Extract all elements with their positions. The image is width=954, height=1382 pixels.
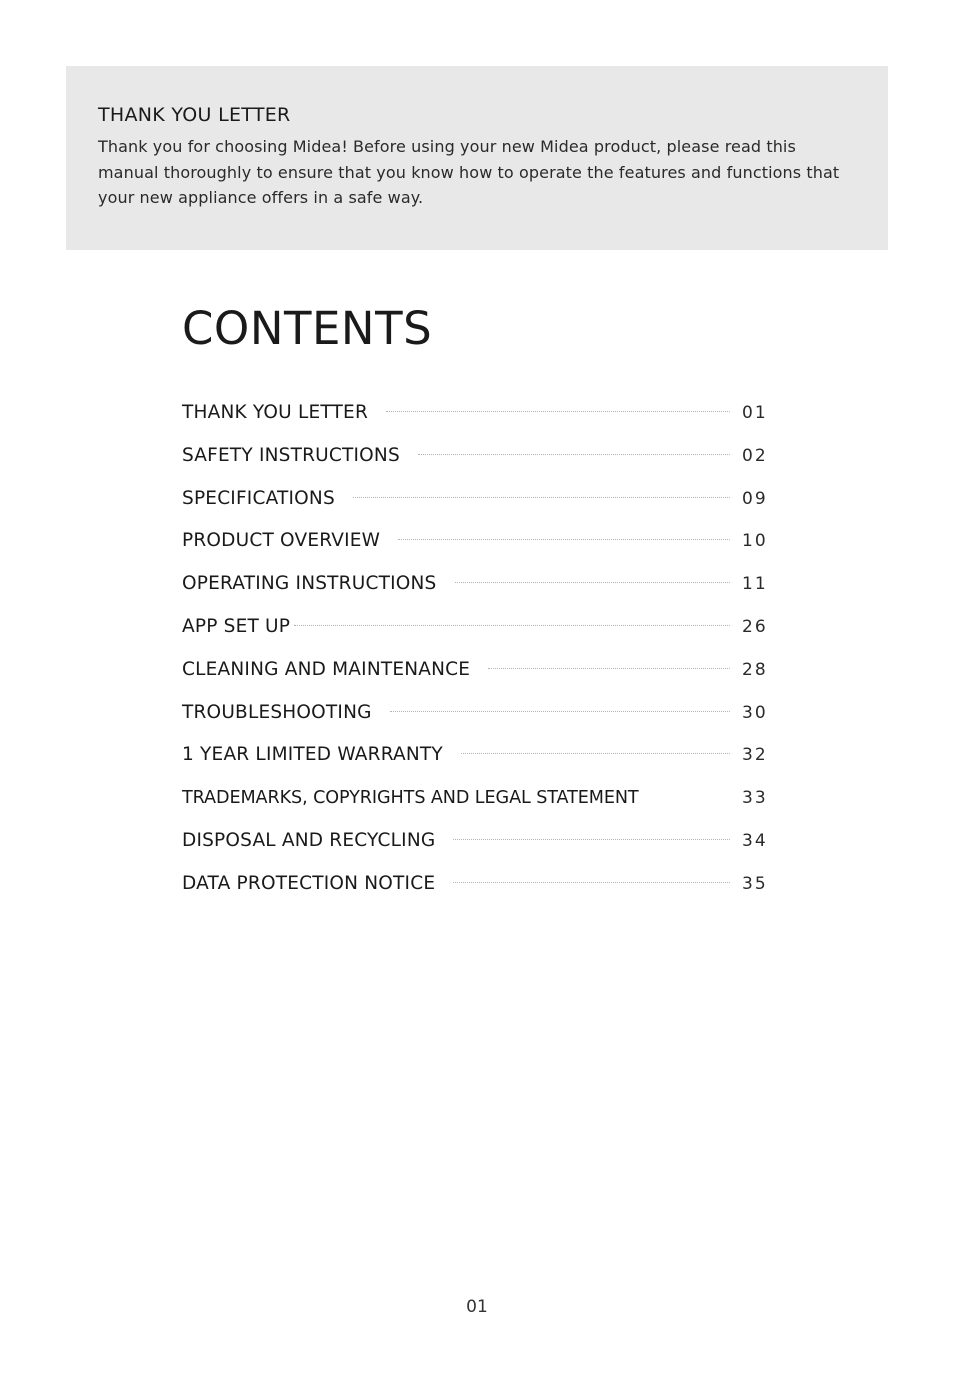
toc-entry-page: 28	[742, 659, 768, 680]
toc-entry-page: 01	[742, 403, 768, 423]
toc-entry-page: 33	[742, 788, 768, 809]
toc-entry-cleaning-and-maintenance[interactable]	[182, 655, 774, 698]
letter-title: THANK YOU LETTER	[98, 104, 291, 126]
toc-dot-leader	[390, 711, 730, 712]
thank-you-letter-box	[66, 66, 888, 250]
toc-dot-leader	[461, 753, 730, 754]
toc-entry-title: TROUBLESHOOTING	[182, 701, 372, 723]
toc-entry-title: DISPOSAL AND RECYCLING	[182, 829, 436, 851]
toc-entry-page: 11	[742, 574, 768, 595]
toc-dot-leader	[353, 497, 730, 498]
toc-entry-app-set-up[interactable]	[182, 612, 774, 655]
toc-dot-leader	[647, 796, 734, 797]
toc-entry-title: TRADEMARKS, COPYRIGHTS AND LEGAL STATEMENT	[182, 788, 639, 809]
toc-entry-specifications[interactable]	[182, 484, 774, 527]
toc-entry-page: 30	[742, 702, 768, 723]
toc-entry-page: 10	[742, 531, 768, 552]
toc-entry-troubleshooting[interactable]	[182, 698, 774, 741]
toc-dot-leader	[455, 582, 731, 583]
toc-entry-thank-you-letter[interactable]	[182, 398, 774, 441]
toc-entry-title: OPERATING INSTRUCTIONS	[182, 573, 437, 595]
toc-entry-title: SAFETY INSTRUCTIONS	[182, 444, 400, 466]
toc-entry-title: DATA PROTECTION NOTICE	[182, 872, 436, 894]
toc-entry-title: 1 YEAR LIMITED WARRANTY	[182, 744, 443, 766]
page-number: 01	[466, 1297, 488, 1317]
toc-dot-leader	[453, 882, 730, 883]
toc-entry-page: 09	[742, 488, 768, 509]
toc-dot-leader	[488, 668, 730, 669]
toc-entry-title: APP SET UP	[182, 615, 291, 637]
toc-entry-page: 02	[742, 445, 768, 466]
toc-dot-leader	[418, 454, 730, 455]
toc-entry-title: PRODUCT OVERVIEW	[182, 530, 381, 552]
toc-entry-limited-warranty[interactable]	[182, 740, 774, 783]
toc-entry-page: 26	[742, 616, 768, 637]
toc-entry-data-protection-notice[interactable]	[182, 869, 774, 912]
contents-heading: CONTENTS	[182, 302, 433, 355]
toc-dot-leader	[386, 411, 730, 412]
toc-entry-page: 34	[742, 830, 768, 851]
table-of-contents	[182, 398, 774, 912]
toc-entry-page: 32	[742, 745, 768, 766]
toc-entry-page: 35	[742, 873, 768, 894]
toc-entry-trademarks-legal[interactable]	[182, 783, 774, 826]
toc-entry-disposal-and-recycling[interactable]	[182, 826, 774, 869]
toc-entry-operating-instructions[interactable]	[182, 569, 774, 612]
toc-entry-product-overview[interactable]	[182, 526, 774, 569]
toc-dot-leader	[453, 839, 730, 840]
toc-entry-title: THANK YOU LETTER	[182, 402, 369, 423]
toc-dot-leader	[398, 539, 730, 540]
toc-entry-title: CLEANING AND MAINTENANCE	[182, 658, 471, 680]
toc-entry-title: SPECIFICATIONS	[182, 487, 335, 509]
toc-entry-safety-instructions[interactable]	[182, 441, 774, 484]
letter-body: Thank you for choosing Midea! Before using your new Midea product, please read this manual thoroughly to ensure that you know how to operate the features and functions that your new appliance offers in a safe way.	[98, 137, 840, 207]
toc-dot-leader	[294, 625, 730, 626]
